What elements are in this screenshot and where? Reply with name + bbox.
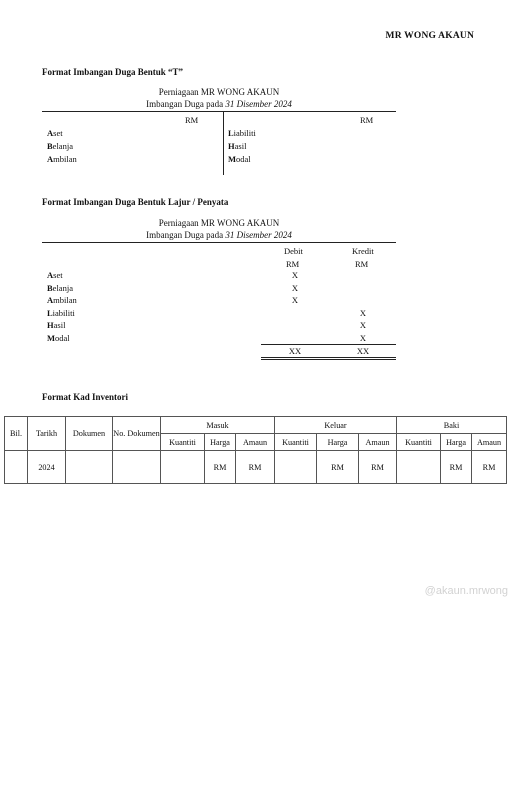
th-baki-harga: Harga xyxy=(441,434,472,451)
th-no-dokumen: No. Dokumen xyxy=(113,417,161,451)
col-row-label: Liabiliti xyxy=(47,308,75,318)
t-subtitle: Imbangan Duga pada 31 Disember 2024 xyxy=(146,99,292,109)
col-kredit-mark: X xyxy=(359,320,367,330)
cell-baki-harga: RM xyxy=(441,451,472,484)
col-kredit-mark: X xyxy=(359,333,367,343)
col-debit-mark: X xyxy=(291,295,299,305)
t-left-item: Ambilan xyxy=(47,154,77,164)
t-right-item: Modal xyxy=(228,154,251,164)
t-left-item: Aset xyxy=(47,128,63,138)
th-masuk-kuantiti: Kuantiti xyxy=(161,434,205,451)
col-header-kredit: Kredit xyxy=(352,246,374,256)
column-statement xyxy=(42,218,396,363)
col-row-label: Modal xyxy=(47,333,70,343)
t-rm-right: RM xyxy=(360,115,374,125)
col-total-rule-2 xyxy=(261,359,396,360)
th-keluar-kuantiti: Kuantiti xyxy=(275,434,317,451)
th-bil: Bil. xyxy=(5,417,28,451)
t-business-name: Perniagaan MR WONG AKAUN xyxy=(158,87,280,97)
cell-baki-kuantiti xyxy=(397,451,441,484)
col-row-label: Aset xyxy=(47,270,63,280)
t-rm-left: RM xyxy=(185,115,199,125)
th-masuk-amaun: Amaun xyxy=(236,434,275,451)
table-row xyxy=(5,451,507,484)
cell-masuk-harga: RM xyxy=(205,451,236,484)
t-left-item: Belanja xyxy=(47,141,73,151)
watermark-text: @akaun.mrwong xyxy=(424,585,508,597)
cell-masuk-amaun: RM xyxy=(236,451,275,484)
cell-dokumen xyxy=(66,451,113,484)
cell-keluar-kuantiti xyxy=(275,451,317,484)
t-account xyxy=(42,87,396,182)
col-debit-mark: X xyxy=(291,270,299,280)
col-subtitle: Imbangan Duga pada 31 Disember 2024 xyxy=(146,230,292,240)
col-kredit-mark: X xyxy=(359,308,367,318)
section-title-column-format: Format Imbangan Duga Bentuk Lajur / Penyata xyxy=(42,197,229,207)
col-total-kredit: XX xyxy=(356,346,370,356)
col-rm-kredit: RM xyxy=(355,259,369,269)
th-baki-kuantiti: Kuantiti xyxy=(397,434,441,451)
th-keluar-harga: Harga xyxy=(317,434,359,451)
th-baki: Baki xyxy=(397,417,507,434)
col-business-name: Perniagaan MR WONG AKAUN xyxy=(158,218,280,228)
col-row-label: Hasil xyxy=(47,320,66,330)
cell-baki-amaun: RM xyxy=(472,451,507,484)
t-right-item: Liabiliti xyxy=(228,128,256,138)
th-keluar: Keluar xyxy=(275,417,397,434)
cell-keluar-amaun: RM xyxy=(359,451,397,484)
cell-tarikh: 2024 xyxy=(28,451,66,484)
cell-masuk-kuantiti xyxy=(161,451,205,484)
col-total-debit: XX xyxy=(288,346,302,356)
t-right-item: Hasil xyxy=(228,141,247,151)
th-keluar-amaun: Amaun xyxy=(359,434,397,451)
col-header-debit: Debit xyxy=(284,246,303,256)
section-title-t-format: Format Imbangan Duga Bentuk “T” xyxy=(42,67,184,77)
th-masuk-harga: Harga xyxy=(205,434,236,451)
col-rm-debit: RM xyxy=(286,259,300,269)
section-title-inventory-card: Format Kad Inventori xyxy=(42,392,128,402)
table-header-row xyxy=(5,417,507,434)
col-total-rule-1 xyxy=(261,357,396,358)
col-row-label: Ambilan xyxy=(47,295,77,305)
cell-no-dokumen xyxy=(113,451,161,484)
col-top-rule xyxy=(42,242,396,243)
cell-bil xyxy=(5,451,28,484)
inventory-card-table xyxy=(4,416,507,484)
th-tarikh: Tarikh xyxy=(28,417,66,451)
col-row-label: Belanja xyxy=(47,283,73,293)
t-top-rule xyxy=(42,111,396,112)
th-dokumen: Dokumen xyxy=(66,417,113,451)
col-debit-mark: X xyxy=(291,283,299,293)
th-masuk: Masuk xyxy=(161,417,275,434)
th-baki-amaun: Amaun xyxy=(472,434,507,451)
t-center-rule xyxy=(223,111,224,175)
cell-keluar-harga: RM xyxy=(317,451,359,484)
col-subtotal-rule xyxy=(261,344,396,345)
brand-name: MR WONG AKAUN xyxy=(385,31,474,41)
